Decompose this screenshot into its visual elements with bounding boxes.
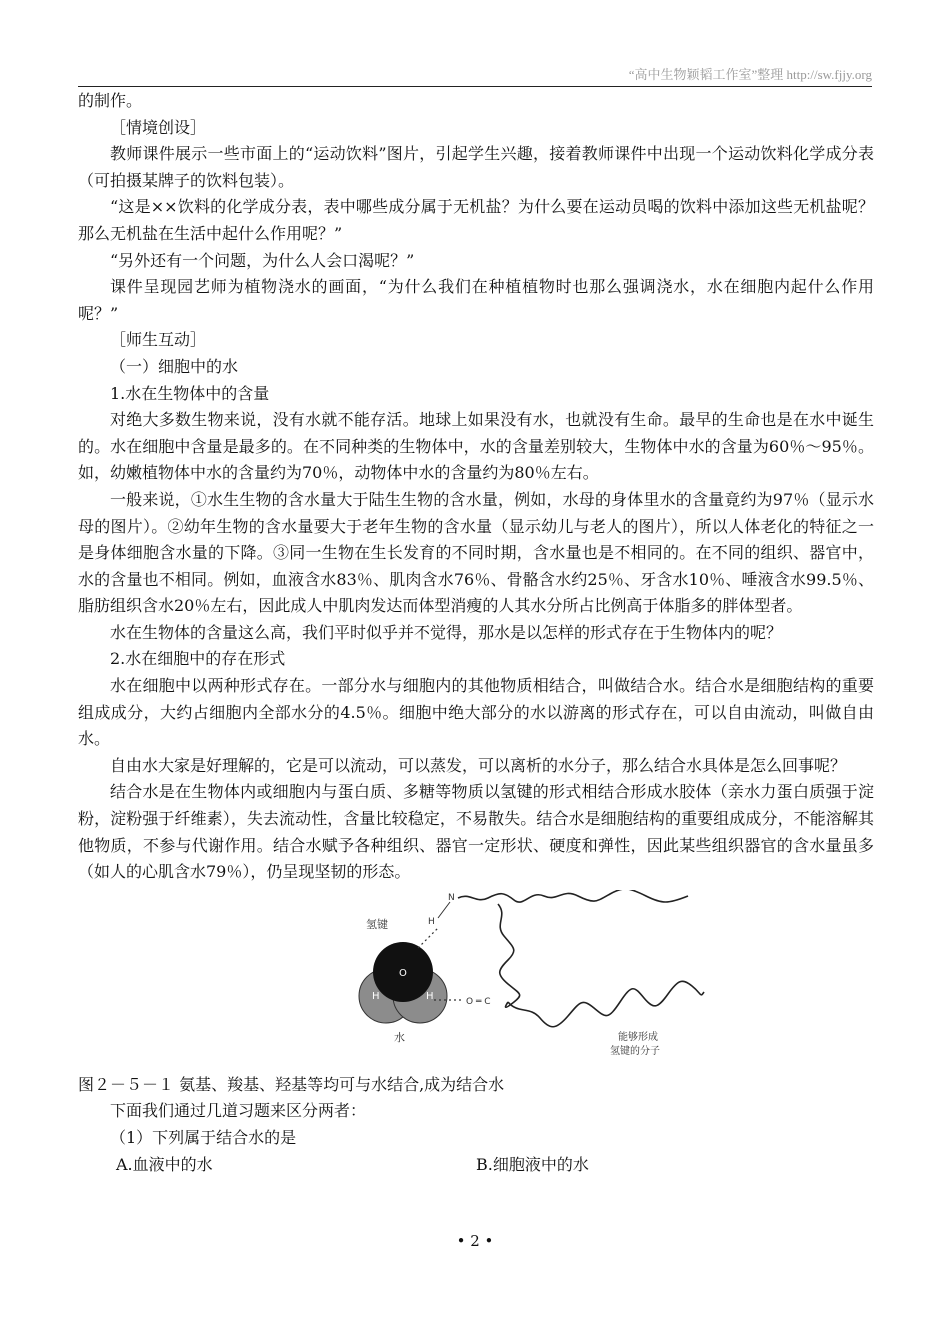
molecule-chain-top <box>458 890 688 902</box>
paragraph: 水在细胞中以两种形式存在。一部分水与细胞内的其他物质相结合，叫做结合水。结合水是细胞结构的重要组成成分，大约占细胞内全部水分的4.5％。细胞中绝大部分的水以游离的形式存在，可以自由流动，叫做自由水。 <box>78 676 874 749</box>
nitrogen-label: N <box>448 892 455 903</box>
water-label: 水 <box>394 1030 405 1044</box>
paragraph: 一般来说，①水生生物的含水量大于陆生生物的含水量，例如，水母的身体里水的含量竟约为97％（显示水母的图片）。②幼年生物的含水量要大于老年生物的含水量（显示幼儿与老人的图片），所以人体老化的特征之一是身体细胞含水量的下降。③同一生物在生长发育的不同时期，含水量也是不相同的。在不同的组织、器官中，水的含量也不相同。例如，血液含水83％、肌肉含水76％、骨骼含水约25％、牙含水10％、唾液含水99.5％、脂肪组织含水20％左右，因此成人中肌肉发达而体型消瘦的人其水分所占比例高于体脂多的胖体型者。 <box>78 489 874 616</box>
molecule-chain-middle <box>498 904 520 1007</box>
hydrogen-bond-label: 氢键 <box>366 917 388 931</box>
paragraph: 的制作。 <box>78 91 143 110</box>
amino-h-label: H <box>428 916 435 927</box>
option-a: A.血液中的水 <box>116 1154 213 1174</box>
molecule-label-line2: 氢键的分子 <box>610 1045 660 1057</box>
paragraph: “这是××饮料的化学成分表，表中哪些成分属于无机盐？为什么要在运动员喝的饮料中添加这些无机盐呢？那么无机盐在生活中起什么作用呢？” <box>78 197 874 243</box>
hydrogen-bond-line-top <box>418 928 438 948</box>
document-body <box>78 88 874 1178</box>
answer-options <box>116 1152 874 1179</box>
paragraph: 课件呈现园艺师为植物浇水的画面，“为什么我们在种植植物时也那么强调浇水，水在细胞内起什么作用呢？” <box>78 277 874 323</box>
paragraph: 教师课件展示一些市面上的“运动饮料”图片，引起学生兴趣，接着教师课件中出现一个运动饮料化学成分表（可拍摄某牌子的饮料包装）。 <box>78 144 874 190</box>
page-number: • 2 • <box>456 1232 494 1250</box>
paragraph: 水在生物体的含量这么高，我们平时似乎并不觉得，那水是以怎样的形式存在于生物体内的呢？ <box>110 622 783 642</box>
subsection-heading: 1.水在生物体中的含量 <box>110 383 270 403</box>
question: （1）下列属于结合水的是 <box>110 1128 297 1147</box>
section-heading: ［情境创设］ <box>110 117 207 137</box>
water-hydrogen-bond-diagram <box>358 890 708 1070</box>
molecule-label-line1: 能够形成 <box>618 1031 658 1043</box>
subsection-heading: 2.水在细胞中的存在形式 <box>110 649 286 669</box>
hydrogen-label-right: H <box>426 990 434 1002</box>
hydrogen-label-left: H <box>372 990 380 1002</box>
molecule-chain-bottom <box>508 981 704 1026</box>
paragraph: 自由水大家是好理解的，它是可以流动，可以蒸发，可以离析的水分子，那么结合水具体是怎么回事呢？ <box>110 755 847 775</box>
figure-bound-water <box>78 886 874 1072</box>
option-b: B.细胞液中的水 <box>476 1154 589 1174</box>
oxygen-label: O <box>399 967 407 979</box>
nh-bond-line <box>438 902 450 918</box>
figure-caption: 图２－５－１ 氨基、羧基、羟基等均可与水结合,成为结合水 <box>78 1074 505 1094</box>
carbonyl-label: O ═ C <box>466 996 491 1007</box>
subsection-heading: （一）细胞中的水 <box>110 356 239 376</box>
paragraph: 下面我们通过几道习题来区分两者： <box>110 1101 367 1121</box>
paragraph: “另外还有一个问题，为什么人会口渴呢？” <box>110 250 415 270</box>
paragraph: 结合水是在生物体内或细胞内与蛋白质、多糖等物质以氢键的形式相结合形成水胶体（亲水力蛋白质强于淀粉，淀粉强于纤维素），失去流动性，含量比较稳定，不易散失。结合水是细胞结构的重要组成成分，不能溶解其他物质，不参与代谢作用。结合水赋予各种组织、器官一定形状、硬度和弹性，因此某些组织器官的含水量虽多（如人的心肌含水79％），仍呈现坚韧的形态。 <box>78 782 874 882</box>
paragraph: 对绝大多数生物来说，没有水就不能存活。地球上如果没有水，也就没有生命。最早的生命也是在水中诞生的。水在细胞中含量是最多的。在不同种类的生物体中，水的含量差别较大，生物体中水的含量为60％～95％。如，幼嫩植物体中水的含量约为70％，动物体中水的含量约为80％左右。 <box>78 410 874 483</box>
section-heading: ［师生互动］ <box>110 330 207 350</box>
page-header: “高中生物颖韬工作室”整理 http://sw.fjjy.org <box>78 64 872 87</box>
